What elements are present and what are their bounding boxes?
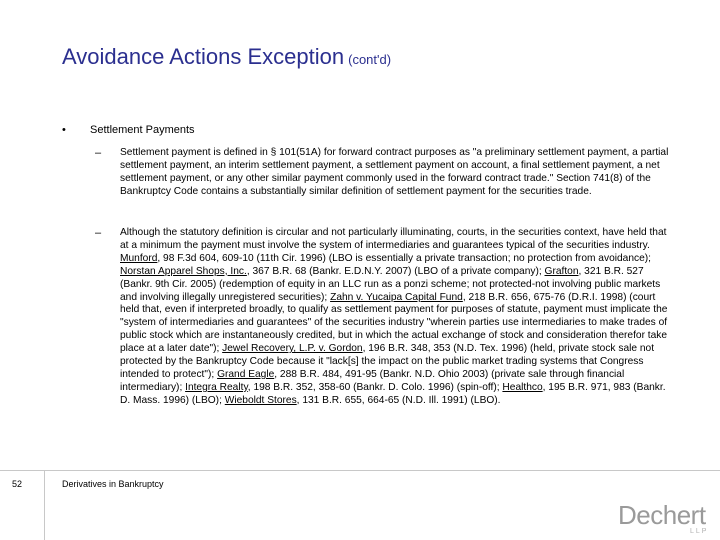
text-run: , 288 B.R. 484, 491-95 (Bankr. N.D. Ohio 2003) (private sale through financial intermediary); [120,368,625,393]
case-name: Integra Realty [185,381,248,393]
dechert-logo: Dechert [618,500,706,530]
text-run: , 98 F.3d 604, 609-10 (11th Cir. 1996) (LBO is essentially a private transaction; no protection from avoidance); [157,252,651,264]
footer-divider [44,470,720,471]
text-run: , 196 B.R. 348, 353 (N.D. Tex. 1996) (held, private stock sale not protected by the Bankruptcy Code because it "lack[s] the impact on the public market trading systems that Congress intended to protect"); [120,343,655,380]
footer-divider-left [0,470,44,471]
footer-title: Derivatives in Bankruptcy [62,479,164,489]
footer-vertical-divider [44,470,45,540]
dash-marker-1: – [95,147,102,159]
case-name: Wieboldt Stores [224,394,297,406]
bullet-marker: • [62,124,66,136]
page-number: 52 [12,479,23,489]
case-name: Grand Eagle [217,368,275,380]
dash-marker-2: – [95,227,102,239]
paragraph-definition: Settlement payment is defined in § 101(51A) for forward contract purposes as "a preliminary settlement payment, a partial settlement payment, an interim settlement payment, a settlement payment on account, a final settlement payment, a net settlement payment, or any other similar payment commonly used in the forward contract trade." Section 741(8) of the Bankruptcy Code contains a substantially similar definition of settlement payment for the securities trade. [120,147,669,197]
text-run: , 367 B.R. 68 (Bankr. E.D.N.Y. 2007) (LBO of a private company); [246,265,545,277]
text-run: , 195 B.R. 971, 983 (Bankr. D. Mass. 1996) (LBO); [120,381,666,406]
bullet-heading: Settlement Payments [90,124,195,136]
text-run: , 131 B.R. 655, 664-65 (N.D. Ill. 1991) (LBO). [296,394,501,406]
case-name: Norstan Apparel Shops, Inc. [120,265,247,277]
paragraph-case-law [120,227,675,408]
case-name: Grafton [544,265,579,277]
text-run: , 198 B.R. 352, 358-60 (Bankr. D. Colo. 1996) (spin-off); [247,381,503,393]
case-name: Munford [120,252,158,264]
title-main: Avoidance Actions Exception [62,44,345,69]
text-run: , 218 B.R. 656, 675-76 (D.R.I. 1998) (court held that, even if interpreted broadly, to qualify as settlement payment for purposes of statute, payment must implicate the "system of intermediaries and guarantees" of the securities industry "wherein parties use intermediaries to make trades of public stock which are instantaneously credited, but in which the actual exchange of stock and consideration therefor take place at a later date"); [120,291,668,355]
case-name: Jewel Recovery, L.P. v. Gordon [222,343,363,355]
slide-title [62,44,391,70]
case-name: Zahn v. Yucaipa Capital Fund [330,291,463,303]
dechert-logo-llp: LLP [690,528,709,535]
title-subtitle: (cont'd) [348,52,392,67]
text-run: Although the statutory definition is circular and not particularly illuminating, courts, in the securities context, have held that at a minimum the payment must involve the system of intermediaries and guarantees typical of the securities industry. [120,227,667,251]
text-run: , 321 B.R. 527 (Bankr. 9th Cir. 2005) (redemption of equity in an LLC run as a ponzi scheme; not protected-not involving public markets and involving illegally unregistered securities); [120,265,661,303]
case-name: Healthco [502,381,543,393]
